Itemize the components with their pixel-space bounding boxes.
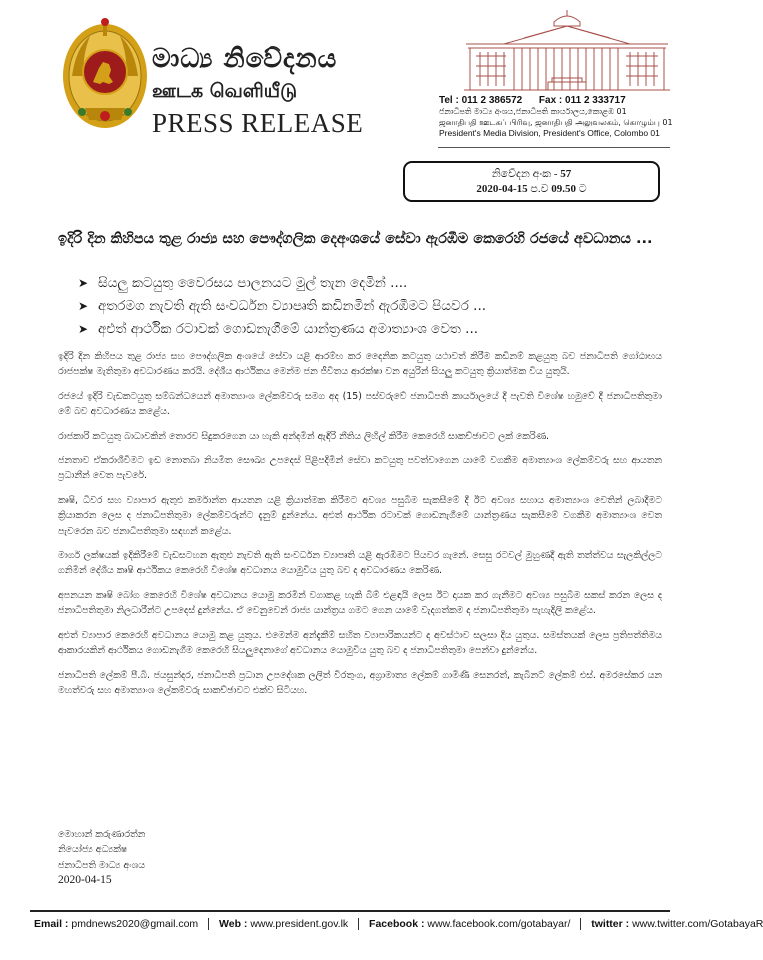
bullet-item (78, 295, 658, 318)
arrow-right-icon: ➤ (78, 276, 89, 290)
body-paragraph: ජනතාව ඒකරාශීවීමට ඉඩ නොතබා නියමිත සෞඛ්‍ය උපදෙස් පිළිපදිමින් සේවා කටයුතු පවත්වාගෙන යාමේ වගකීම අමාත්‍යාංශ ලේකම්වරු සහ ආයතන ප්‍රධානීන් වෙත පැවරේ. (58, 455, 662, 482)
reference-date: 2020-04-15 (476, 183, 528, 195)
office-english: President's Media Division, President's Office, Colombo 01 (439, 128, 660, 138)
arrow-right-icon: ➤ (78, 322, 89, 336)
body-paragraph: අපනයන කෘෂි බෝග කෙරෙහි විශේෂ අවධානය යොමු කරමින් වගාකළ හැකි බිම් එළඳායි ලෙස ඊට දායක කර ගැනීමට අවශ්‍ය පසුබිම සකස් කරන ලෙස ද ජනාධිපතිතුමා නිලධාරීන්ට උපදෙස් දුන්නේය. ඒ වෙනුවෙන් රාජ්‍ය යාන්ත්‍රය ගමට ගෙන යාමේ වැදගත්කම ද ජනාධිපතිතුමා පැහැදිලි කළේය. (58, 589, 662, 617)
reference-time: 09.50 (551, 183, 576, 195)
footer-separator (208, 918, 209, 930)
reference-time-suffix: ට (578, 183, 587, 195)
body-paragraph: රාජකාරි කටයුතු බාධාවකින් තොරව සිදුකරගෙන යා හැකි අන්දමින් ඇඳිරි නීතිය ලිහිල් කිරීම කෙරෙහි සාකච්ඡාවට ලක් කෙරිණ. (58, 430, 550, 442)
facebook-link[interactable]: www.facebook.com/gotabayar/ (427, 918, 571, 930)
office-tamil: ஜனாதிபதி ஊடகப் பிரிவு, ஜனாதிபதி அலுவலகம், கொழும்பு 01 (439, 118, 673, 127)
email-link[interactable]: pmdnews2020@gmail.com (71, 918, 199, 930)
office-sinhala: ජනාධිපති මාධ්‍ය අංශය,ජනාධිපති කාර්යාලය,කොළඹ 01 (439, 107, 627, 116)
signatory-department: ජනාධිපති මාධ්‍ය අංශය (58, 859, 145, 871)
body-paragraph: මාර්ග ලක්ෂයක් ඉදිකිරීමේ වැඩසටහන ඇතුළු නැවති ඇති සංවර්ධන ව්‍යාපෘති යළි ඇරඹීමට පියවර ගැනේ. සෙසු රටවල් මුහුණදී ඇති තත්ත්වය සැලකිල්ලට ගනිමින් දේශීය කෘෂි ආර්ථිකය කෙරෙහි විශේෂ අවධානය යොමුවිය යුතු බව ද අවධාරණය කෙරිණ. (58, 550, 662, 577)
twitter-label: twitter : (591, 918, 630, 930)
body-content (58, 349, 662, 707)
masthead-sinhala: මාධ්‍ය නිවේදනය (152, 44, 338, 74)
contact-block (439, 95, 673, 139)
footer-separator (358, 918, 359, 930)
bullet-item (78, 272, 658, 295)
signatory-name: මොහාන් කරුණාරත්න (58, 829, 146, 840)
tel-label: Tel (439, 95, 453, 106)
arrow-right-icon: ➤ (78, 299, 89, 313)
tel-number: 011 2 386572 (461, 95, 523, 106)
bullet-text: සියලු කටයුතු වෛරසය පාලනයට මුල් තැන දෙමින් .... (98, 275, 408, 291)
bullet-list (78, 272, 658, 341)
reference-number: 57 (560, 168, 572, 180)
fax-number: 011 2 333717 (565, 95, 626, 106)
reference-datetime-line (405, 182, 658, 197)
reference-number-line (405, 167, 658, 182)
masthead-english: PRESS RELEASE (152, 108, 364, 138)
national-emblem-icon (60, 16, 150, 134)
body-paragraph: රජයේ ඉදිරි වැඩකටයුතු සම්බන්ධයෙන් අමාත්‍යාංශ ලේකම්වරු සමග අද (15) පස්වරුවේ ජනාධිපති කාර්යාලයේ දී පැවති විශේෂ හමුවේ දී ජනාධිපතිතුමා මේ බව අවධාරණය කළේය. (58, 390, 662, 418)
signature-date: 2020-04-15 (58, 874, 112, 887)
web-label: Web : (219, 918, 248, 930)
web-link[interactable]: www.president.gov.lk (250, 918, 349, 930)
body-paragraph: අළුත් ව්‍යාපාර කෙරෙහි අවධානය යොමු කළ යුතුය. එමෙන්ම අන්දැකීම් සහිත ව්‍යාපාරිකයන්ට ද අවස්ථාව සලසා දිය යුතුය. සමස්තයක් ලෙස ප්‍රතිපත්තිමය ආකාරයකින් ආර්ථිකය ගොඩනැගීම කෙරෙහි සියලුදෙනාගේ අවධානය යොමුවිය යුතු බව ද ජනාධිපතිතුමා පෙන්වා දුන්නේය. (58, 629, 662, 657)
fax-label: Fax (538, 95, 557, 106)
signature-block (58, 827, 145, 889)
body-paragraph: ජනාධිපති ලේකම් පී.බී. ජයසුන්දර, ජනාධිපති ප්‍රධාන උපදේශක ලලිත් වීරතුංග, අග්‍රාමාත්‍ය ලේකම් ගාමිණී සෙනරත්, කැබිනට් ලේකම් එස්. අමරසේකර යන මහත්වරු සහ අමාත්‍යාංශ ලේකම්වරු සාකච්ඡාවට එක්ව සිටියහ. (58, 669, 662, 696)
phone-fax-line: Tel : 011 2 386572 Fax : 011 2 333717 (439, 95, 626, 106)
signatory-title: නියෝජ්‍ය අධ්‍යක්ෂ (58, 844, 128, 856)
header-divider (438, 147, 670, 148)
building-illustration-icon (464, 10, 670, 92)
reference-box (403, 161, 660, 202)
twitter-link[interactable]: www.twitter.com/GotabayaR (632, 918, 763, 930)
facebook-label: Facebook : (369, 918, 425, 930)
body-paragraph: කෘෂි, ධීවර සහ ව්‍යාපාර ඇතුළු කර්මාන්ත ආයතන යළි ක්‍රියාත්මක කිරීමට අවශ්‍ය පසුබිම සැකසීමේ දී ඊට අවශ්‍ය සහාය අමාත්‍යාංශ වෙතින් ලබාදීමට ක්‍රියාකරන ලෙස ද ජනාධිපතිතුමා ලේකම්වරුන්ට දැනුම් දුන්නේය. අළුත් ආර්ථික රටාවක් ගොඩනැගීමේ යාන්ත්‍රණය සැකසීමේ වගකීම අමාත්‍යාංශ වෙත පැවරෙන බව ජනාධිපතිතුමා සඳහන් කළේය. (58, 494, 662, 537)
footer-divider (30, 910, 670, 912)
reference-number-label: නිවේදන අංක - (491, 168, 558, 180)
body-paragraph: ඉදිරි දින කිහිපය තුළ රාජ්‍ය සහ පෞද්ගලික අංශයේ සේවා යළි ආරම්භ කර දෛනික කටයුතු යථාවත් කිරීම කඩිනම් කළයුතු බව ජනාධිපති ගෝඨාභය රාජපක්ෂ මැතිතුමා අවධාරණය කරයි. දේශීය ආර්ථිකය මෙන්ම ජන ජීවිතය ආරක්ෂා වන අයුරින් සියලු කටයුතු ක්‍රියාත්මක විය යුතුයි. (58, 351, 662, 378)
bullet-item (78, 318, 658, 341)
masthead-tamil: ஊடக வெளியீடு (152, 80, 298, 102)
email-label: Email : (34, 918, 69, 930)
footer-separator (580, 918, 581, 930)
bullet-text: අතරමග නැවති ඇති සංවර්ධන ව්‍යාපෘති කඩිනමින් ඇරඹීමට පියවර ... (98, 298, 487, 314)
headline: ඉදිරි දින කිහිපය තුළ රාජ්‍ය සහ පෞද්ගලික දෙඅංශයේ සේවා ඇරඹීම කෙරෙහි රජයේ අවධානය ... (58, 231, 653, 247)
reference-time-prefix: ප.ව (530, 183, 549, 195)
bullet-text: අළුත් ආර්ථික රටාවක් ගොඩනැගීමේ යාන්ත්‍රණය අමාත්‍යාංශ වෙත ... (98, 321, 479, 337)
footer-contacts (34, 918, 763, 930)
